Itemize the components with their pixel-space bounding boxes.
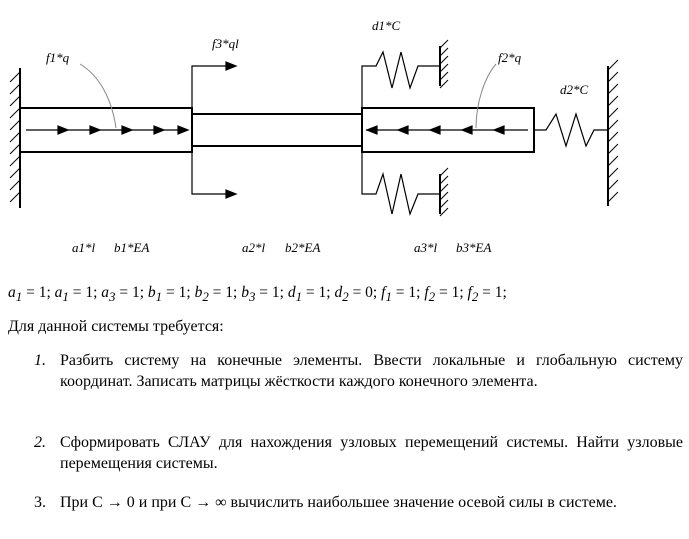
distributed-load-f2q — [366, 126, 528, 134]
label-seg2-length: a2*l — [242, 240, 266, 255]
spring-d1c-bottom — [362, 152, 448, 216]
parameter-8: $f_1 = 1$; — [381, 284, 425, 305]
task-number: 1. — [34, 352, 46, 369]
task-text: Разбить систему на конечные элементы. Ввести локальные и глобальную систему координат. Записать матрицы жёсткости каждого конечного элемента. — [60, 352, 683, 390]
task-text: При C → 0 и при C → ∞ вычислить наибольшее значение осевой силы в системе. — [60, 494, 617, 511]
parameter-7: $d_2 = 0$; — [334, 284, 382, 305]
parameter-9: $f_2 = 1$; — [424, 284, 468, 305]
label-f1q: f1*q — [46, 50, 70, 65]
label-seg3-stiffness: b3*EA — [456, 240, 492, 255]
label-seg1-stiffness: b1*EA — [114, 240, 150, 255]
label-seg1-length: a1*l — [72, 240, 96, 255]
parameter-3: $b_1 = 1$; — [147, 284, 195, 305]
label-f2q: f2*q — [498, 50, 522, 65]
task-item-1 — [8, 350, 683, 392]
label-d2c: d2*C — [560, 82, 589, 97]
right-fixed-support — [608, 60, 618, 206]
parameter-2: $a_3 = 1$; — [101, 284, 148, 305]
concentrated-force-f3ql — [192, 62, 236, 198]
task-number: 2. — [34, 434, 46, 451]
parameter-10: $f_2 = 1$; — [467, 284, 507, 305]
bar-segment-2 — [192, 114, 362, 146]
parameter-5: $b_3 = 1$; — [241, 284, 288, 305]
leader-f2q — [476, 64, 496, 128]
spring-d2c — [534, 114, 608, 146]
task-item-2 — [8, 432, 683, 474]
parameter-6: $d_1 = 1$; — [287, 284, 335, 305]
label-seg3-length: a3*l — [414, 240, 438, 255]
label-d1c: d1*C — [372, 18, 401, 33]
spring-d1c-top — [362, 40, 448, 108]
task-number: 3. — [34, 494, 46, 511]
parameter-0: $a_1 = 1$; — [8, 284, 55, 305]
left-fixed-support — [10, 68, 20, 208]
label-seg2-stiffness: b2*EA — [285, 240, 321, 255]
parameter-4: $b_2 = 1$; — [194, 284, 242, 305]
task-text: Сформировать СЛАУ для нахождения узловых перемещений системы. Найти узловые перемещения системы. — [60, 434, 683, 472]
task-item-3 — [8, 492, 683, 513]
distributed-load-f1q — [26, 126, 188, 134]
parameter-1: $a_1 = 1$; — [54, 284, 102, 305]
parameter-values-line — [8, 284, 683, 305]
task-intro: Для данной системы требуется: — [8, 318, 224, 335]
label-f3ql: f3*ql — [212, 36, 239, 51]
leader-f1q — [80, 64, 116, 128]
